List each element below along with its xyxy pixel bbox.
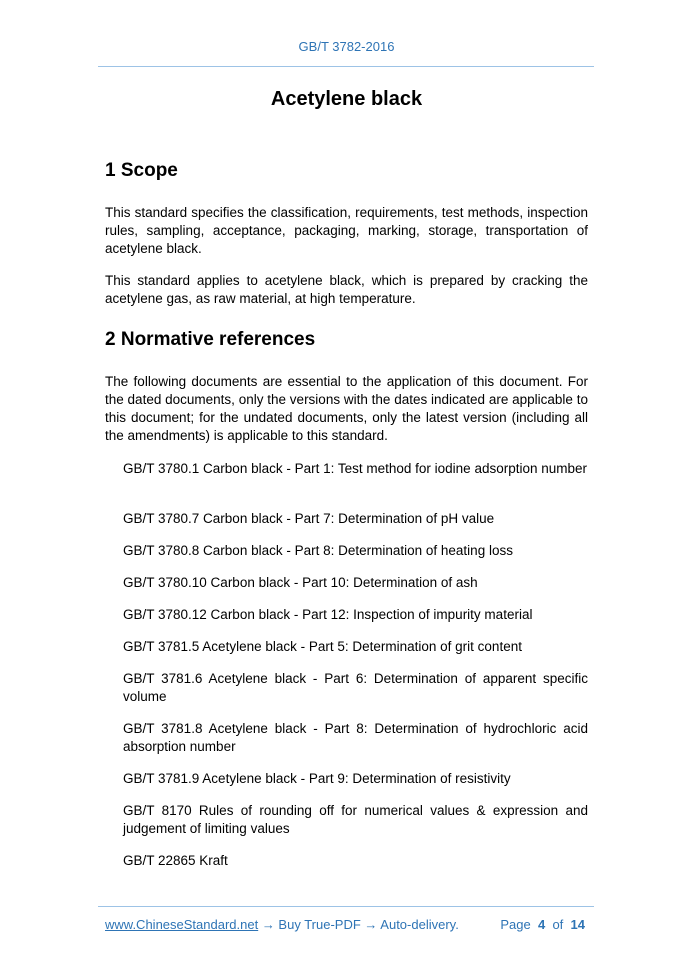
reference-item: GB/T 3781.9 Acetylene black - Part 9: Determination of resistivity: [123, 771, 511, 786]
footer-promo: [105, 917, 459, 932]
page-label: Page: [500, 917, 531, 932]
reference-item: GB/T 3781.8 Acetylene black - Part 8: Determination of hydrochloric acid absorption number: [123, 721, 588, 754]
document-code-header: GB/T 3782-2016: [298, 39, 395, 54]
reference-item: GB/T 3781.6 Acetylene black - Part 6: Determination of apparent specific volume: [123, 671, 588, 704]
normative-references-intro: The following documents are essential to the application of this document. For the dated documents, only the versions with the dates indicated are applicable to this document; for the undated documents, only the latest version (including all the amendments) is applicable to this standard.: [105, 374, 588, 443]
section-heading-scope: 1 Scope: [105, 160, 178, 181]
section-heading-normative-references: 2 Normative references: [105, 329, 316, 350]
total-page-count: 14: [570, 917, 585, 932]
reference-item: GB/T 3780.7 Carbon black - Part 7: Determination of pH value: [123, 511, 495, 526]
reference-item: GB/T 3780.8 Carbon black - Part 8: Determination of heating loss: [123, 543, 513, 558]
scope-paragraph-2: This standard applies to acetylene black, which is prepared by cracking the acetylene gas, as raw material, at high temperature.: [105, 273, 588, 306]
header-divider: [98, 66, 594, 67]
reference-item: GB/T 3780.12 Carbon black - Part 12: Inspection of impurity material: [123, 607, 533, 622]
document-title: Acetylene black: [270, 88, 423, 110]
reference-item: GB/T 8170 Rules of rounding off for numerical values & expression and judgement of limiting values: [123, 803, 588, 836]
page-of-label: of: [552, 917, 564, 932]
reference-item: GB/T 3780.10 Carbon black - Part 10: Determination of ash: [123, 575, 478, 590]
reference-item: GB/T 3781.5 Acetylene black - Part 5: Determination of grit content: [123, 639, 522, 654]
footer-tagline: → Buy True-PDF → Auto-delivery.: [258, 917, 459, 932]
current-page-number: 4: [537, 917, 546, 932]
page-indicator: [500, 917, 585, 932]
footer-divider: [98, 906, 594, 907]
reference-item: GB/T 3780.1 Carbon black - Part 1: Test method for iodine adsorption number: [123, 461, 588, 476]
reference-item: GB/T 22865 Kraft: [123, 853, 228, 868]
scope-paragraph-1: This standard specifies the classification, requirements, test methods, inspection rules, sampling, acceptance, packaging, marking, storage, transportation of acetylene black.: [105, 205, 588, 256]
chinesestandard-link[interactable]: www.ChineseStandard.net: [105, 917, 259, 932]
